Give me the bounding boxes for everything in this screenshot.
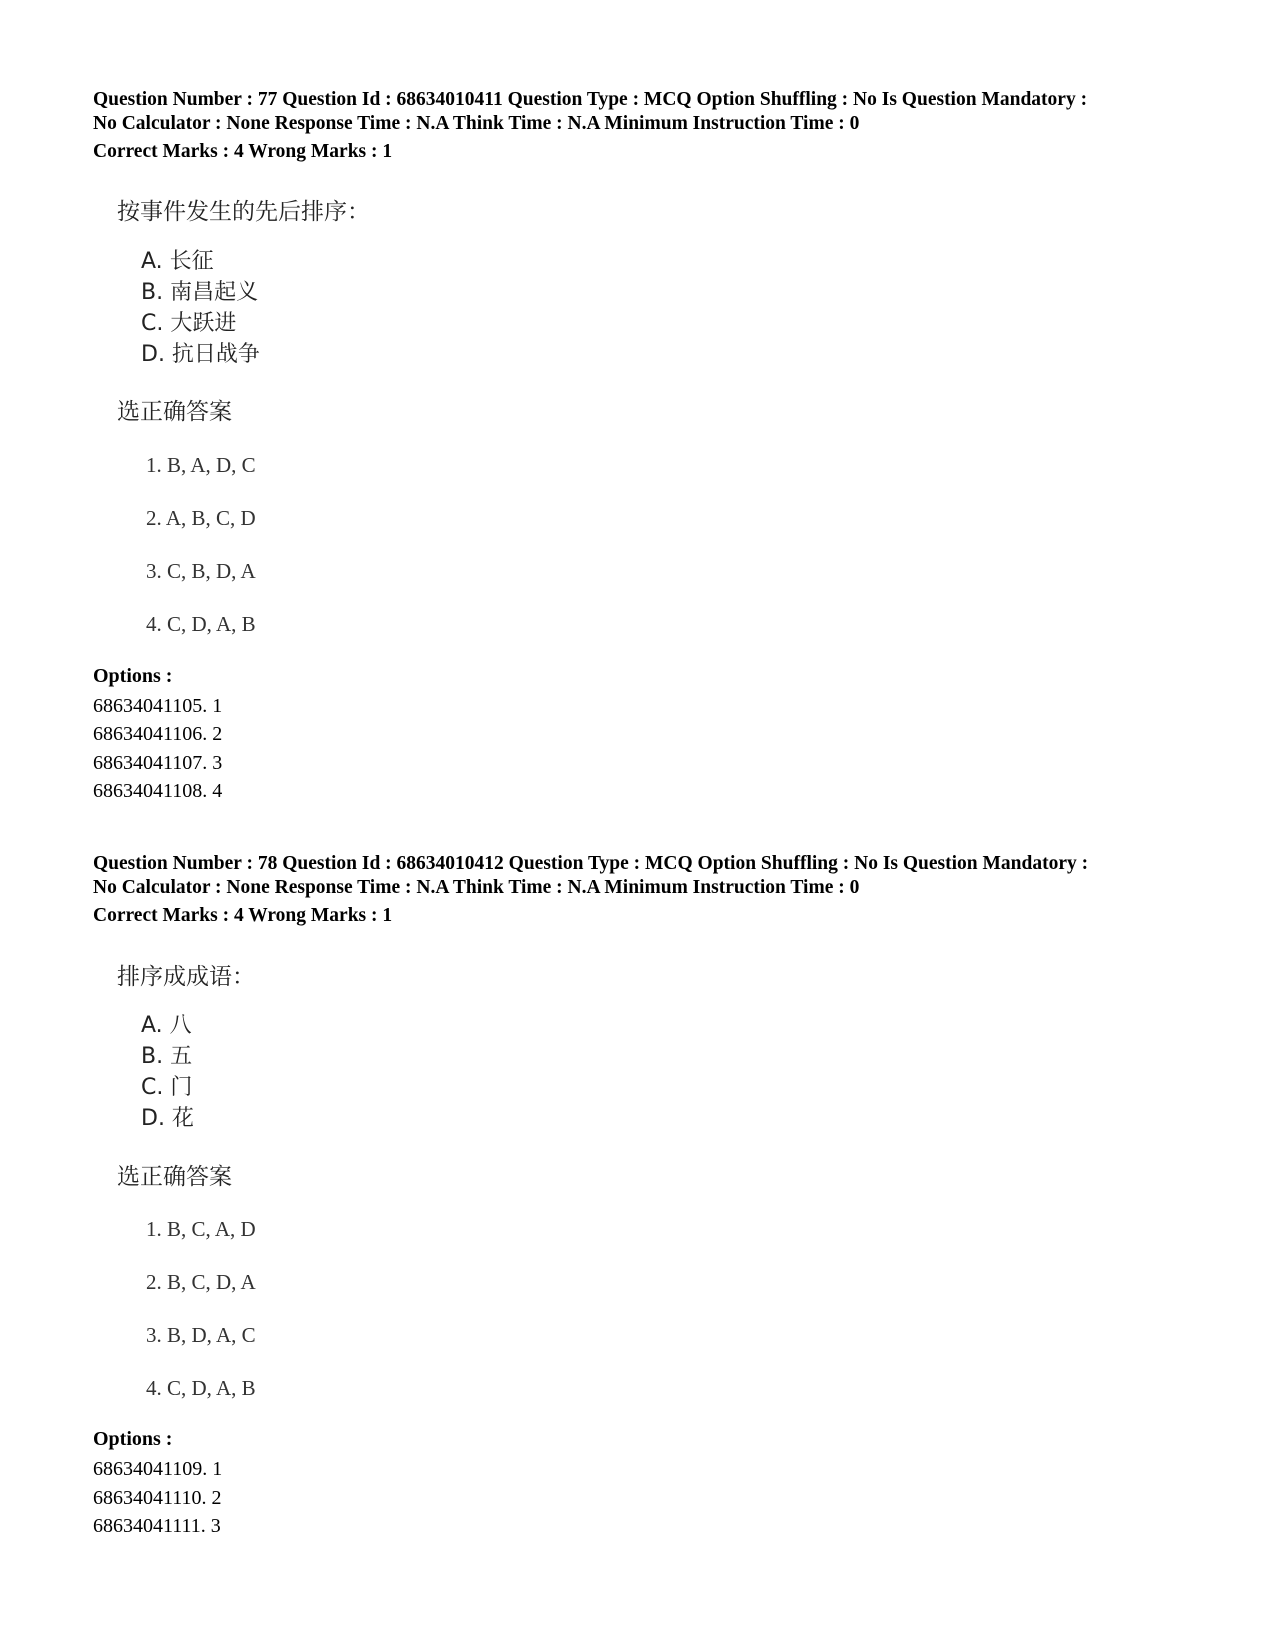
option-row: 68634041111. 3 — [93, 1515, 221, 1537]
option-row: 68634041109. 1 — [93, 1458, 223, 1480]
list-item: C. 大跃进 — [141, 311, 237, 336]
list-item: B. 南昌起义 — [141, 280, 259, 305]
option-row: 68634041110. 2 — [93, 1487, 222, 1509]
question-header-line2: No Calculator : None Response Time : N.A Think Time : N.A Minimum Instruction Time : 0 — [93, 113, 860, 134]
options-label: Options : — [93, 1428, 173, 1450]
answer-choice: 4. C, D, A, B — [146, 612, 256, 636]
options-label: Options : — [93, 665, 173, 687]
list-item: A. 长征 — [141, 249, 214, 274]
list-item: D. 抗日战争 — [141, 342, 260, 367]
question-header-line2: No Calculator : None Response Time : N.A Think Time : N.A Minimum Instruction Time : 0 — [93, 877, 860, 898]
question-78-header — [93, 852, 1193, 927]
question-header-line1: Question Number : 78 Question Id : 68634010412 Question Type : MCQ Option Shuffling : No Is Question Mandatory : — [93, 853, 1089, 874]
question-marks: Correct Marks : 4 Wrong Marks : 1 — [93, 141, 393, 162]
question-prompt: 排序成成语： — [117, 964, 255, 990]
list-item: D. 花 — [141, 1106, 194, 1131]
answer-choice: 1. B, A, D, C — [146, 453, 256, 477]
answer-choice: 2. B, C, D, A — [146, 1270, 256, 1294]
question-marks: Correct Marks : 4 Wrong Marks : 1 — [93, 905, 393, 926]
list-item: B. 五 — [141, 1044, 193, 1069]
question-77-header — [93, 88, 1193, 163]
question-prompt: 按事件发生的先后排序： — [117, 199, 370, 225]
answer-choice: 1. B, C, A, D — [146, 1217, 256, 1241]
list-item: C. 门 — [141, 1075, 193, 1100]
answer-choice: 4. C, D, A, B — [146, 1376, 256, 1400]
question-header-line1: Question Number : 77 Question Id : 68634010411 Question Type : MCQ Option Shuffling : No Is Question Mandatory : — [93, 89, 1088, 110]
list-item: A. 八 — [141, 1013, 192, 1038]
choose-label: 选正确答案 — [117, 1164, 232, 1190]
answer-choice: 3. C, B, D, A — [146, 559, 256, 583]
choose-label: 选正确答案 — [117, 399, 232, 425]
option-row: 68634041105. 1 — [93, 695, 223, 717]
option-row: 68634041108. 4 — [93, 780, 223, 802]
option-row: 68634041106. 2 — [93, 723, 223, 745]
option-row: 68634041107. 3 — [93, 752, 223, 774]
answer-choice: 3. B, D, A, C — [146, 1323, 256, 1347]
answer-choice: 2. A, B, C, D — [146, 506, 256, 530]
